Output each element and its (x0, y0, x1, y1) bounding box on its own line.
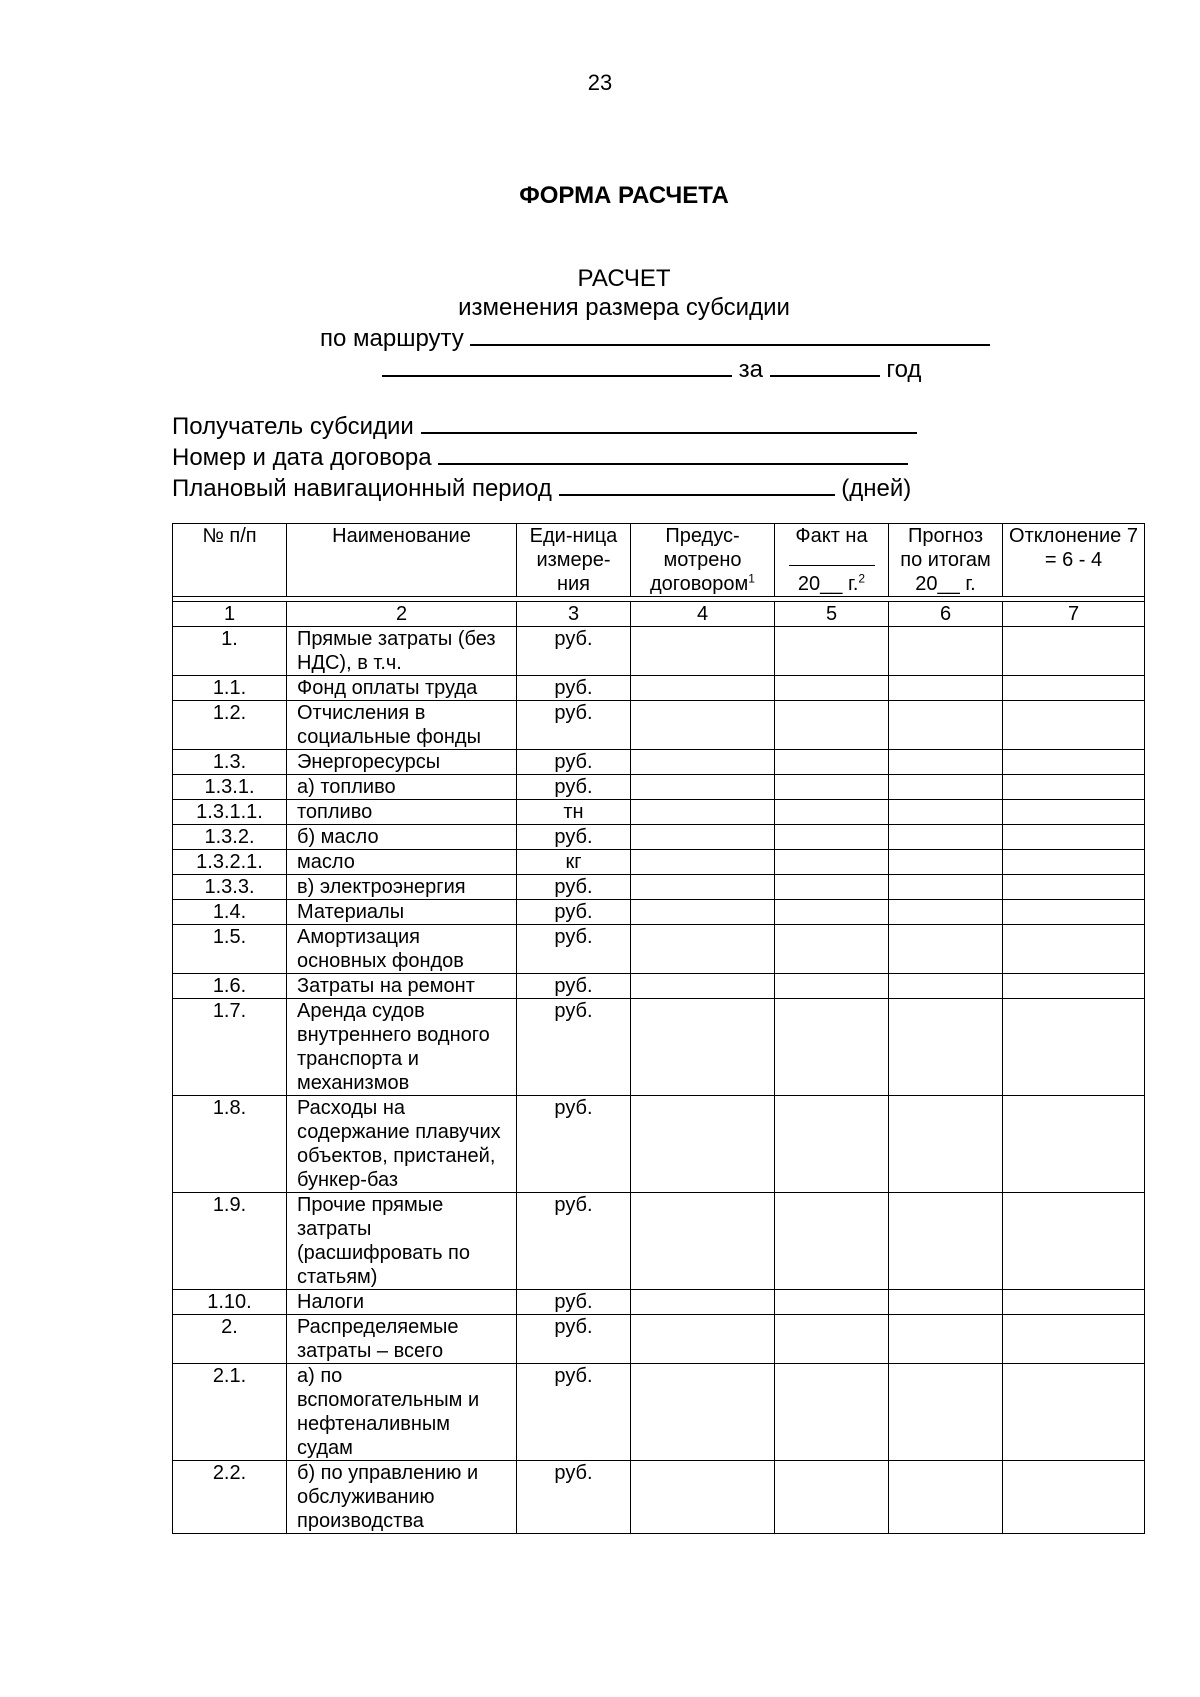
row-number-cell: 1.9. (173, 1193, 287, 1290)
row-forecast-cell[interactable] (889, 775, 1003, 800)
row-fact-cell[interactable] (775, 825, 889, 850)
header-planned-text: Предус-мотрено договором (650, 525, 749, 595)
row-unit-cell: руб. (517, 825, 631, 850)
row-forecast-cell[interactable] (889, 925, 1003, 974)
header-fact-year: 20__ г. (797, 573, 859, 595)
row-unit-cell: руб. (517, 1193, 631, 1290)
row-planned-cell[interactable] (631, 875, 775, 900)
row-number-cell: 1.3.1. (173, 775, 287, 800)
contract-line (172, 441, 917, 472)
row-forecast-cell[interactable] (889, 900, 1003, 925)
recipient-label: Получатель субсидии (172, 413, 414, 440)
row-fact-cell[interactable] (775, 800, 889, 825)
header-forecast (889, 524, 1003, 597)
row-number-cell: 1.7. (173, 999, 287, 1096)
row-name-cell: Аренда судов внутреннего водного транспорта и механизмов (287, 999, 517, 1096)
row-deviation-cell[interactable] (1003, 800, 1145, 825)
row-name-cell: Прямые затраты (без НДС), в т.ч. (287, 627, 517, 676)
table-row (173, 825, 1145, 850)
row-fact-cell[interactable] (775, 850, 889, 875)
row-name-cell: топливо (287, 800, 517, 825)
recipient-field[interactable] (421, 410, 917, 434)
header-forecast-top: Прогноз по итогам (900, 525, 991, 571)
row-planned-cell[interactable] (631, 999, 775, 1096)
row-name-cell: Материалы (287, 900, 517, 925)
header-unit: Еди-ница измере-ния (517, 524, 631, 597)
row-number-cell: 1.1. (173, 676, 287, 701)
table-row (173, 1364, 1145, 1461)
row-fact-cell[interactable] (775, 627, 889, 676)
route-field[interactable] (470, 322, 990, 346)
row-forecast-cell[interactable] (889, 1193, 1003, 1290)
row-unit-cell: руб. (517, 1290, 631, 1315)
row-name-cell: Прочие прямые затраты (расшифровать по статьям) (287, 1193, 517, 1290)
table-row (173, 1193, 1145, 1290)
row-name-cell: б) масло (287, 825, 517, 850)
row-forecast-cell[interactable] (889, 850, 1003, 875)
row-deviation-cell[interactable] (1003, 1461, 1145, 1534)
index-cell: 6 (889, 602, 1003, 627)
table-row (173, 974, 1145, 999)
index-cell: 4 (631, 602, 775, 627)
row-planned-cell[interactable] (631, 1096, 775, 1193)
row-name-cell: Затраты на ремонт (287, 974, 517, 999)
row-unit-cell: руб. (517, 974, 631, 999)
route-label: по маршруту (320, 325, 464, 352)
calculation-header (0, 264, 1200, 384)
row-number-cell: 2.1. (173, 1364, 287, 1461)
row-planned-cell[interactable] (631, 850, 775, 875)
row-planned-cell[interactable] (631, 701, 775, 750)
row-fact-cell[interactable] (775, 974, 889, 999)
row-number-cell: 1.8. (173, 1096, 287, 1193)
table-row (173, 1315, 1145, 1364)
row-forecast-cell[interactable] (889, 1461, 1003, 1534)
row-number-cell: 1.3.2.1. (173, 850, 287, 875)
row-fact-cell[interactable] (775, 775, 889, 800)
index-cell: 5 (775, 602, 889, 627)
row-fact-cell[interactable] (775, 676, 889, 701)
row-number-cell: 1.6. (173, 974, 287, 999)
row-number-cell: 1.3. (173, 750, 287, 775)
row-name-cell: Амортизация основных фондов (287, 925, 517, 974)
row-name-cell: а) топливо (287, 775, 517, 800)
row-fact-cell[interactable] (775, 925, 889, 974)
row-fact-cell[interactable] (775, 1096, 889, 1193)
row-deviation-cell[interactable] (1003, 1364, 1145, 1461)
row-deviation-cell[interactable] (1003, 900, 1145, 925)
row-unit-cell: руб. (517, 1315, 631, 1364)
row-unit-cell: руб. (517, 999, 631, 1096)
row-deviation-cell[interactable] (1003, 775, 1145, 800)
header-number: № п/п (173, 524, 287, 597)
row-forecast-cell[interactable] (889, 750, 1003, 775)
row-unit-cell: руб. (517, 900, 631, 925)
row-unit-cell: руб. (517, 701, 631, 750)
row-forecast-cell[interactable] (889, 1290, 1003, 1315)
header-forecast-year: 20__ г. (915, 573, 976, 595)
row-deviation-cell[interactable] (1003, 1315, 1145, 1364)
row-forecast-cell[interactable] (889, 875, 1003, 900)
table-row (173, 775, 1145, 800)
row-forecast-cell[interactable] (889, 627, 1003, 676)
calculation-subtitle: изменения размера субсидии (458, 294, 790, 321)
row-number-cell: 2.2. (173, 1461, 287, 1534)
row-unit-cell: руб. (517, 627, 631, 676)
index-cell: 2 (287, 602, 517, 627)
row-planned-cell[interactable] (631, 825, 775, 850)
row-deviation-cell[interactable] (1003, 1290, 1145, 1315)
row-deviation-cell[interactable] (1003, 925, 1145, 974)
row-number-cell: 1.10. (173, 1290, 287, 1315)
calculation-table (172, 523, 1145, 1534)
row-unit-cell: руб. (517, 1461, 631, 1534)
row-planned-cell[interactable] (631, 925, 775, 974)
route-line (48, 322, 1200, 353)
row-name-cell: Отчисления в социальные фонды (287, 701, 517, 750)
row-forecast-cell[interactable] (889, 701, 1003, 750)
row-unit-cell: кг (517, 850, 631, 875)
index-cell: 1 (173, 602, 287, 627)
row-unit-cell: руб. (517, 750, 631, 775)
row-planned-cell[interactable] (631, 676, 775, 701)
table-row (173, 627, 1145, 676)
row-fact-cell[interactable] (775, 1461, 889, 1534)
row-number-cell: 1. (173, 627, 287, 676)
contract-field[interactable] (438, 441, 908, 465)
table-header-row (173, 524, 1145, 597)
recipient-line (172, 410, 917, 441)
table-row (173, 850, 1145, 875)
header-fact (775, 524, 889, 597)
row-deviation-cell[interactable] (1003, 850, 1145, 875)
table-row (173, 800, 1145, 825)
row-number-cell: 1.4. (173, 900, 287, 925)
table-row (173, 701, 1145, 750)
table-row (173, 900, 1145, 925)
table-row (173, 676, 1145, 701)
row-unit-cell: руб. (517, 1364, 631, 1461)
row-deviation-cell[interactable] (1003, 750, 1145, 775)
row-fact-cell[interactable] (775, 701, 889, 750)
row-planned-cell[interactable] (631, 1315, 775, 1364)
page-number: 23 (587, 70, 613, 95)
nav-period-label: Плановый навигационный период (172, 475, 552, 502)
period-for-label: за (738, 356, 764, 383)
table-row (173, 1461, 1145, 1534)
row-number-cell: 2. (173, 1315, 287, 1364)
nav-period-field[interactable] (559, 472, 835, 496)
row-forecast-cell[interactable] (889, 1096, 1003, 1193)
row-planned-cell[interactable] (631, 800, 775, 825)
index-cell: 7 (1003, 602, 1145, 627)
header-fact-blank (789, 549, 875, 566)
row-planned-cell[interactable] (631, 750, 775, 775)
row-forecast-cell[interactable] (889, 974, 1003, 999)
column-index-row (173, 602, 1145, 627)
row-unit-cell: руб. (517, 1096, 631, 1193)
row-fact-cell[interactable] (775, 999, 889, 1096)
table-row (173, 1290, 1145, 1315)
row-name-cell: Энергоресурсы (287, 750, 517, 775)
route-continuation-field[interactable] (382, 353, 732, 377)
row-name-cell: Распределяемые затраты – всего (287, 1315, 517, 1364)
row-deviation-cell[interactable] (1003, 999, 1145, 1096)
row-number-cell: 1.3.3. (173, 875, 287, 900)
year-label: год (886, 356, 922, 383)
row-planned-cell[interactable] (631, 1290, 775, 1315)
row-unit-cell: руб. (517, 676, 631, 701)
calculation-title: РАСЧЕТ (577, 265, 671, 292)
row-number-cell: 1.2. (173, 701, 287, 750)
row-deviation-cell[interactable] (1003, 1096, 1145, 1193)
row-forecast-cell[interactable] (889, 825, 1003, 850)
table-row (173, 750, 1145, 775)
header-fact-top: Факт на (795, 525, 868, 547)
row-forecast-cell[interactable] (889, 999, 1003, 1096)
row-fact-cell[interactable] (775, 900, 889, 925)
row-unit-cell: руб. (517, 775, 631, 800)
header-deviation: Отклонение 7 = 6 - 4 (1003, 524, 1145, 597)
row-deviation-cell[interactable] (1003, 676, 1145, 701)
table-row (173, 925, 1145, 974)
footnote-2-marker: 2 (858, 571, 866, 586)
recipient-block (172, 410, 917, 503)
row-number-cell: 1.5. (173, 925, 287, 974)
row-name-cell: б) по управлению и обслуживанию производства (287, 1461, 517, 1534)
row-forecast-cell[interactable] (889, 676, 1003, 701)
row-planned-cell[interactable] (631, 1461, 775, 1534)
row-fact-cell[interactable] (775, 1364, 889, 1461)
row-fact-cell[interactable] (775, 875, 889, 900)
row-fact-cell[interactable] (775, 1193, 889, 1290)
nav-period-line (172, 472, 917, 503)
row-deviation-cell[interactable] (1003, 627, 1145, 676)
index-cell: 3 (517, 602, 631, 627)
row-name-cell: Фонд оплаты труда (287, 676, 517, 701)
row-planned-cell[interactable] (631, 775, 775, 800)
row-name-cell: в) электроэнергия (287, 875, 517, 900)
row-fact-cell[interactable] (775, 750, 889, 775)
row-deviation-cell[interactable] (1003, 875, 1145, 900)
row-deviation-cell[interactable] (1003, 1193, 1145, 1290)
row-unit-cell: руб. (517, 875, 631, 900)
year-field[interactable] (770, 353, 880, 377)
row-name-cell: Расходы на содержание плавучих объектов, пристаней, бункер-баз (287, 1096, 517, 1193)
row-number-cell: 1.3.2. (173, 825, 287, 850)
contract-label: Номер и дата договора (172, 444, 432, 471)
row-name-cell: Налоги (287, 1290, 517, 1315)
table-row (173, 1096, 1145, 1193)
footnote-1-marker: 1 (748, 571, 755, 586)
row-unit-cell: тн (517, 800, 631, 825)
row-planned-cell[interactable] (631, 1193, 775, 1290)
row-deviation-cell[interactable] (1003, 701, 1145, 750)
row-planned-cell[interactable] (631, 900, 775, 925)
row-forecast-cell[interactable] (889, 1364, 1003, 1461)
header-name: Наименование (287, 524, 517, 597)
period-line (48, 353, 1200, 384)
row-unit-cell: руб. (517, 925, 631, 974)
table-row (173, 875, 1145, 900)
row-planned-cell[interactable] (631, 627, 775, 676)
row-name-cell: а) по вспомогательным и нефтеналивным судам (287, 1364, 517, 1461)
days-label: (дней) (841, 475, 912, 502)
header-planned (631, 524, 775, 597)
row-fact-cell[interactable] (775, 1290, 889, 1315)
row-planned-cell[interactable] (631, 1364, 775, 1461)
table-row (173, 999, 1145, 1096)
row-fact-cell[interactable] (775, 1315, 889, 1364)
row-planned-cell[interactable] (631, 974, 775, 999)
row-name-cell: масло (287, 850, 517, 875)
row-forecast-cell[interactable] (889, 1315, 1003, 1364)
row-deviation-cell[interactable] (1003, 974, 1145, 999)
row-number-cell: 1.3.1.1. (173, 800, 287, 825)
row-forecast-cell[interactable] (889, 800, 1003, 825)
row-deviation-cell[interactable] (1003, 825, 1145, 850)
form-title: ФОРМА РАСЧЕТА (519, 182, 729, 209)
